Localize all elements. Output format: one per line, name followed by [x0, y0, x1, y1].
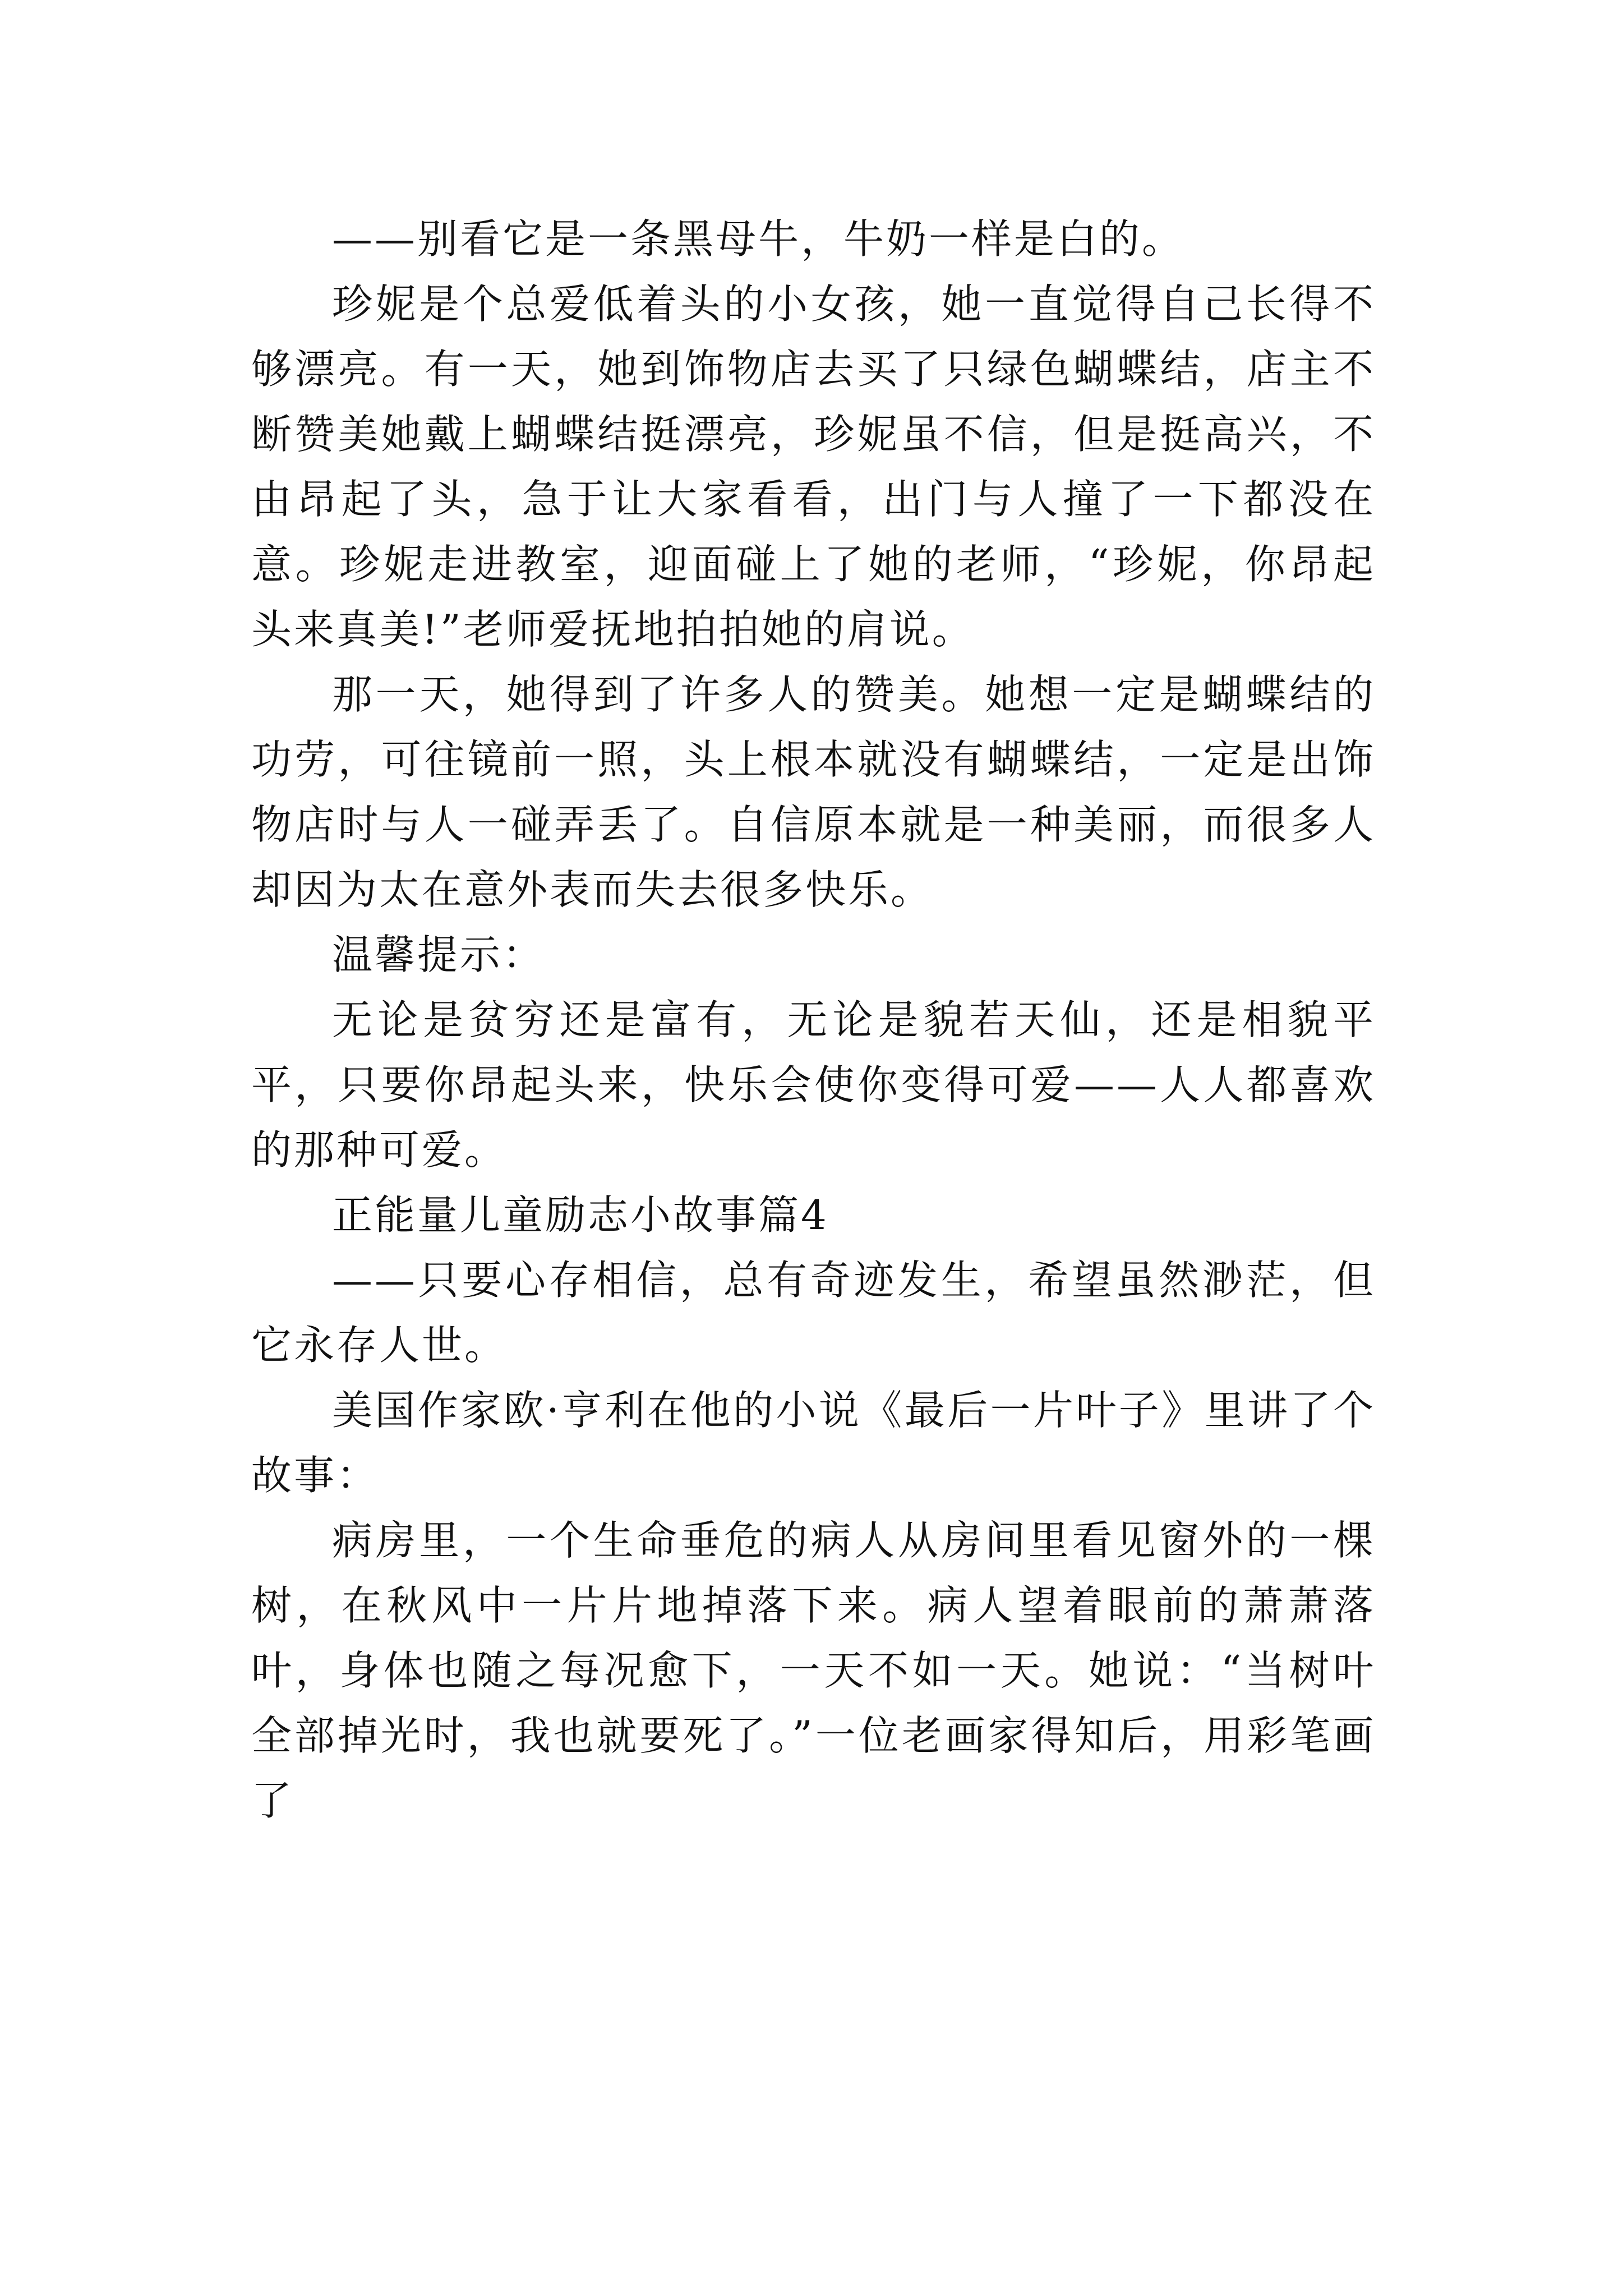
paragraph-jenny-bow: 珍妮是个总爱低着头的小女孩，她一直觉得自己长得不够漂亮。有一天，她到饰物店去买了只绿色蝴蝶结，店主不断赞美她戴上蝴蝶结挺漂亮，珍妮虽不信，但是挺高兴，不由昂起了头，急于让大家看看，出门与人撞了一下都没在意。珍妮走进教室，迎面碰上了她的老师，“珍妮，你昂起头来真美!”老师爱抚地拍拍她的肩说。 — [251, 280, 1376, 653]
document-body — [251, 206, 1376, 1833]
paragraph-o-henry-intro: 美国作家欧·亨利在他的小说《最后一片叶子》里讲了个故事： — [251, 1387, 1376, 1499]
paragraph-black-cow: ——别看它是一条黑母牛，牛奶一样是白的。 — [332, 215, 1185, 263]
paragraph-motto: ——只要心存相信，总有奇迹发生，希望虽然渺茫，但它永存人世。 — [251, 1257, 1376, 1369]
paragraph-tip-heading: 温馨提示： — [332, 931, 546, 978]
paragraph-tip-body: 无论是贫穷还是富有，无论是貌若天仙，还是相貌平平，只要你昂起头来，快乐会使你变得可爱——人人都喜欢的那种可爱。 — [251, 996, 1376, 1174]
paragraph-sickroom: 病房里，一个生命垂危的病人从房间里看见窗外的一棵树，在秋风中一片片地掉落下来。病人望着眼前的萧萧落叶，身体也随之每况愈下，一天不如一天。她说：“当树叶全部掉光时，我也就要死了。”一位老画家得知后，用彩笔画了 — [251, 1517, 1376, 1824]
paragraph-praise: 那一天，她得到了许多人的赞美。她想一定是蝴蝶结的功劳，可往镜前一照，头上根本就没有蝴蝶结，一定是出饰物店时与人一碰弄丢了。自信原本就是一种美丽，而很多人却因为太在意外表而失去很多快乐。 — [251, 671, 1376, 913]
section-heading-story-4: 正能量儿童励志小故事篇4 — [332, 1191, 829, 1239]
